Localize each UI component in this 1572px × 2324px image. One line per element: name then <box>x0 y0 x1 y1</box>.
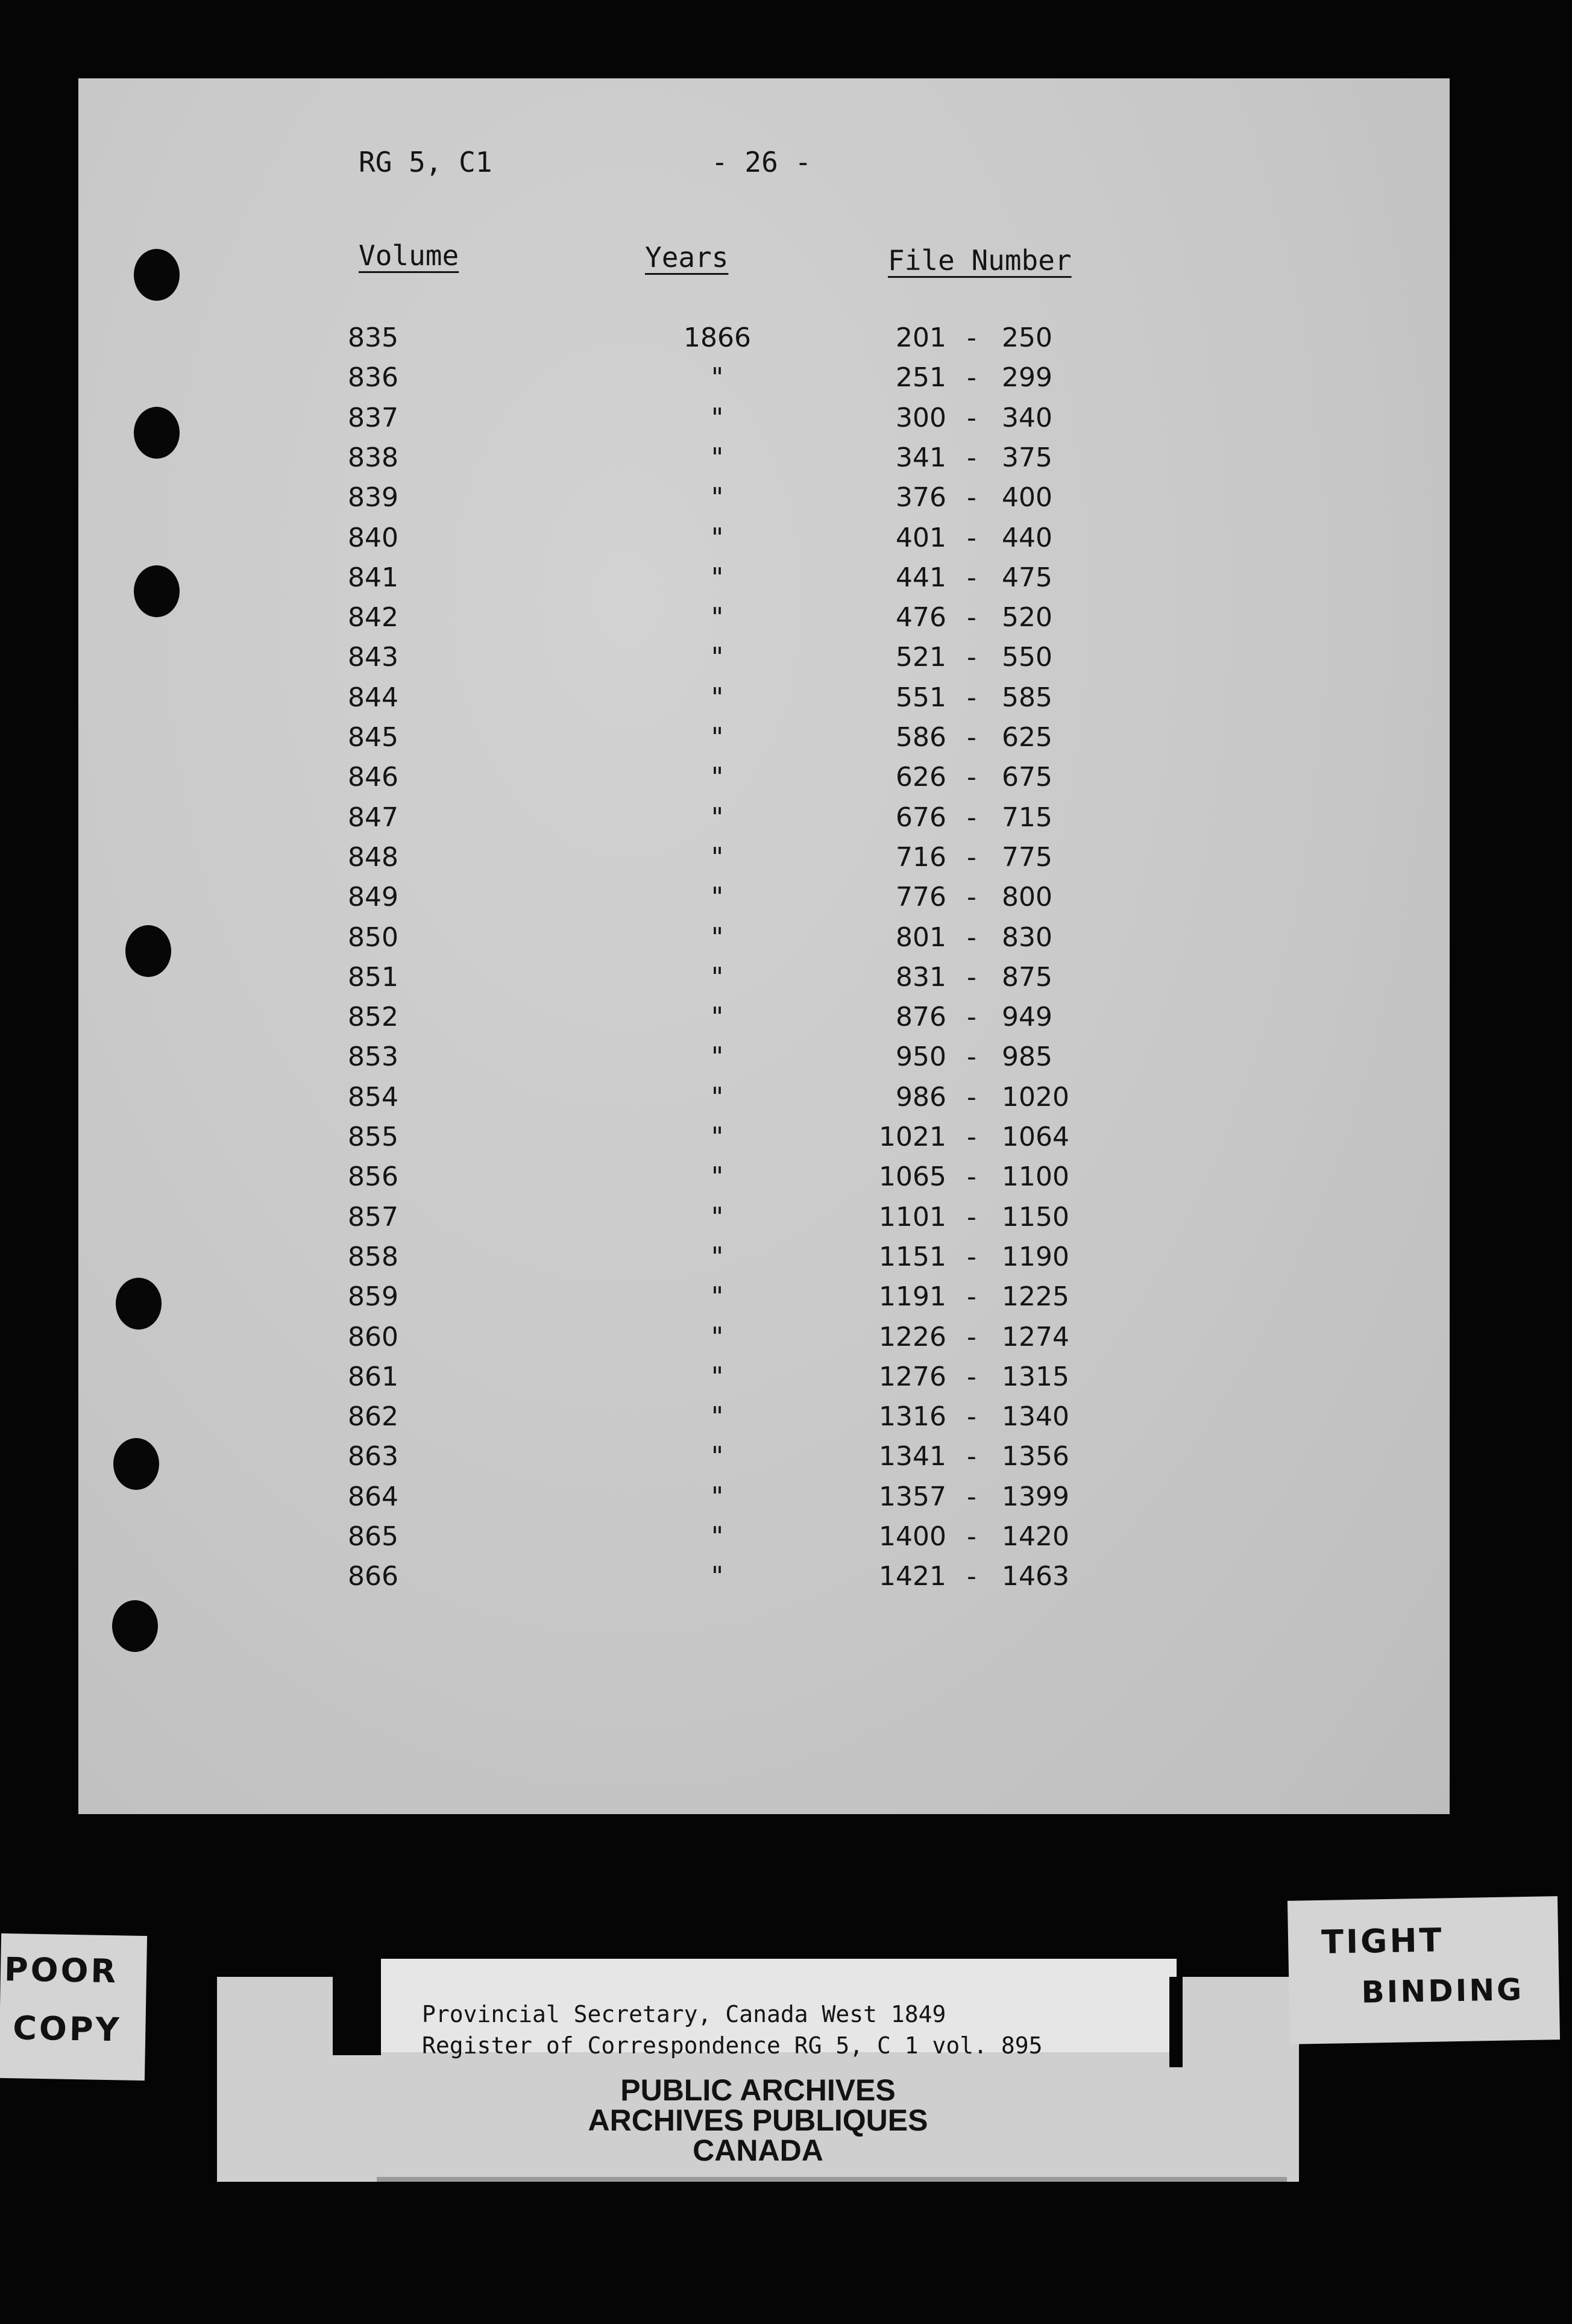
file-end-cell: 1190 <box>1002 1241 1069 1272</box>
file-end-cell: 1463 <box>1002 1561 1069 1592</box>
file-end-cell: 1020 <box>1002 1081 1069 1113</box>
range-separator: - <box>967 442 976 473</box>
file-start-cell: 1276 <box>879 1361 946 1392</box>
file-start-cell: 776 <box>896 882 946 913</box>
years-cell: " <box>711 602 724 633</box>
years-cell: " <box>711 642 724 673</box>
table-row <box>78 1161 1450 1201</box>
table-row <box>78 722 1450 762</box>
years-cell: " <box>711 1081 724 1113</box>
label-underline <box>377 2177 1287 2182</box>
file-start-cell: 986 <box>896 1081 946 1113</box>
volume-column-header: Volume <box>359 239 459 272</box>
range-separator: - <box>967 1241 976 1272</box>
file-start-cell: 1065 <box>879 1161 946 1193</box>
years-cell: " <box>711 1321 724 1352</box>
table-row <box>78 482 1450 522</box>
volume-cell: 836 <box>348 362 398 394</box>
range-separator: - <box>967 602 976 633</box>
years-cell: " <box>711 1401 724 1433</box>
archives-english: PUBLIC ARCHIVES <box>620 2073 896 2107</box>
file-end-cell: 1150 <box>1002 1201 1069 1233</box>
label-notch <box>1169 1977 1183 2067</box>
range-separator: - <box>967 1361 976 1392</box>
file-number-column-header: File Number <box>888 244 1072 277</box>
range-separator: - <box>967 1161 976 1193</box>
table-row <box>78 562 1450 602</box>
years-cell: " <box>711 1441 724 1472</box>
table-row <box>78 362 1450 402</box>
file-end-cell: 340 <box>1002 402 1052 433</box>
volume-cell: 848 <box>348 841 398 873</box>
range-separator: - <box>967 1041 976 1073</box>
range-separator: - <box>967 802 976 833</box>
table-row <box>78 882 1450 922</box>
note-text: COPY <box>12 2009 122 2049</box>
file-start-cell: 1191 <box>879 1281 946 1313</box>
years-cell: " <box>711 1481 724 1512</box>
range-separator: - <box>967 841 976 873</box>
file-start-cell: 1421 <box>879 1561 946 1592</box>
table-row <box>78 962 1450 1002</box>
table-row <box>78 523 1450 562</box>
volume-cell: 861 <box>348 1361 398 1392</box>
table-row <box>78 1242 1450 1281</box>
file-start-cell: 1151 <box>879 1241 946 1272</box>
file-start-cell: 1226 <box>879 1321 946 1352</box>
volume-cell: 855 <box>348 1122 398 1152</box>
volume-cell: 840 <box>348 522 398 553</box>
file-end-cell: 440 <box>1002 522 1052 553</box>
file-end-cell: 1274 <box>1002 1321 1069 1352</box>
table-row <box>78 602 1450 642</box>
file-end-cell: 375 <box>1002 442 1052 473</box>
file-end-cell: 675 <box>1002 762 1052 793</box>
table-row <box>78 1082 1450 1122</box>
volume-cell: 860 <box>348 1321 398 1352</box>
archives-country: CANADA <box>693 2134 823 2167</box>
years-column-header: Years <box>645 241 729 274</box>
table-row <box>78 1122 1450 1161</box>
file-end-cell: 1315 <box>1002 1361 1069 1392</box>
file-start-cell: 476 <box>896 602 946 633</box>
label-notch <box>333 1977 381 2055</box>
volume-cell: 850 <box>348 922 398 953</box>
file-end-cell: 1420 <box>1002 1521 1069 1552</box>
file-end-cell: 875 <box>1002 961 1052 993</box>
years-cell: " <box>711 682 724 713</box>
file-end-cell: 775 <box>1002 841 1052 873</box>
volume-cell: 863 <box>348 1441 398 1472</box>
years-cell: " <box>711 1161 724 1193</box>
file-end-cell: 250 <box>1002 322 1052 353</box>
file-start-cell: 626 <box>896 762 946 793</box>
file-start-cell: 441 <box>896 562 946 593</box>
label-title-line: Provincial Secretary, Canada West 1849 <box>422 2001 946 2027</box>
years-cell: " <box>711 1561 724 1592</box>
volume-cell: 847 <box>348 802 398 833</box>
range-separator: - <box>967 1521 976 1552</box>
file-end-cell: 550 <box>1002 642 1052 673</box>
years-cell: 1866 <box>684 322 751 353</box>
table-row <box>78 682 1450 722</box>
file-end-cell: 1340 <box>1002 1401 1069 1433</box>
range-separator: - <box>967 1281 976 1313</box>
file-end-cell: 400 <box>1002 482 1052 513</box>
table-row <box>78 802 1450 842</box>
file-start-cell: 876 <box>896 1002 946 1033</box>
volume-cell: 841 <box>348 562 398 593</box>
file-start-cell: 341 <box>896 442 946 473</box>
table-row <box>78 1441 1450 1481</box>
file-start-cell: 1021 <box>879 1122 946 1152</box>
file-start-cell: 950 <box>896 1041 946 1073</box>
file-end-cell: 585 <box>1002 682 1052 713</box>
file-start-cell: 586 <box>896 722 946 753</box>
punch-hole <box>134 249 180 301</box>
years-cell: " <box>711 1241 724 1272</box>
range-separator: - <box>967 722 976 753</box>
years-cell: " <box>711 1361 724 1392</box>
table-row <box>78 762 1450 802</box>
note-text: POOR <box>4 1950 119 1991</box>
file-start-cell: 551 <box>896 682 946 713</box>
file-end-cell: 985 <box>1002 1041 1052 1073</box>
volume-cell: 837 <box>348 402 398 433</box>
volume-cell: 843 <box>348 642 398 673</box>
note-text: BINDING <box>1361 1972 1524 2010</box>
file-end-cell: 1356 <box>1002 1441 1069 1472</box>
reference-code: RG 5, C1 <box>359 146 492 178</box>
volume-cell: 865 <box>348 1521 398 1552</box>
file-start-cell: 1101 <box>879 1201 946 1233</box>
volume-cell: 835 <box>348 322 398 353</box>
file-end-cell: 800 <box>1002 882 1052 913</box>
range-separator: - <box>967 762 976 793</box>
file-start-cell: 300 <box>896 402 946 433</box>
volume-cell: 844 <box>348 682 398 713</box>
volume-cell: 838 <box>348 442 398 473</box>
volume-cell: 857 <box>348 1201 398 1233</box>
range-separator: - <box>967 1481 976 1512</box>
table-row <box>78 1202 1450 1242</box>
years-cell: " <box>711 961 724 993</box>
range-separator: - <box>967 1002 976 1033</box>
volume-cell: 839 <box>348 482 398 513</box>
note-text: TIGHT <box>1321 1921 1444 1961</box>
table-row <box>78 922 1450 962</box>
range-separator: - <box>967 1201 976 1233</box>
file-end-cell: 715 <box>1002 802 1052 833</box>
table-row <box>78 1361 1450 1401</box>
years-cell: " <box>711 802 724 833</box>
range-separator: - <box>967 322 976 353</box>
range-separator: - <box>967 1561 976 1592</box>
volume-cell: 849 <box>348 882 398 913</box>
file-start-cell: 1400 <box>879 1521 946 1552</box>
range-separator: - <box>967 642 976 673</box>
years-cell: " <box>711 1122 724 1152</box>
archives-french: ARCHIVES PUBLIQUES <box>588 2103 928 2137</box>
years-cell: " <box>711 562 724 593</box>
range-separator: - <box>967 882 976 913</box>
file-start-cell: 251 <box>896 362 946 394</box>
volume-cell: 859 <box>348 1281 398 1313</box>
poor-copy-note <box>0 1933 147 2081</box>
range-separator: - <box>967 1081 976 1113</box>
file-start-cell: 801 <box>896 922 946 953</box>
table-row <box>78 1281 1450 1321</box>
range-separator: - <box>967 402 976 433</box>
file-end-cell: 520 <box>1002 602 1052 633</box>
file-end-cell: 949 <box>1002 1002 1052 1033</box>
range-separator: - <box>967 1122 976 1152</box>
volume-cell: 858 <box>348 1241 398 1272</box>
file-end-cell: 475 <box>1002 562 1052 593</box>
file-end-cell: 1225 <box>1002 1281 1069 1313</box>
table-row <box>78 1561 1450 1601</box>
years-cell: " <box>711 482 724 513</box>
years-cell: " <box>711 722 724 753</box>
file-end-cell: 625 <box>1002 722 1052 753</box>
page-number: - 26 - <box>711 146 812 178</box>
years-cell: " <box>711 522 724 553</box>
years-cell: " <box>711 882 724 913</box>
table-row <box>78 1481 1450 1521</box>
years-cell: " <box>711 762 724 793</box>
file-end-cell: 830 <box>1002 922 1052 953</box>
file-start-cell: 1316 <box>879 1401 946 1433</box>
table-row <box>78 1041 1450 1081</box>
file-start-cell: 376 <box>896 482 946 513</box>
file-start-cell: 1341 <box>879 1441 946 1472</box>
file-end-cell: 299 <box>1002 362 1052 394</box>
volume-cell: 854 <box>348 1081 398 1113</box>
table-row <box>78 842 1450 882</box>
file-start-cell: 521 <box>896 642 946 673</box>
file-end-cell: 1064 <box>1002 1122 1069 1152</box>
volume-cell: 851 <box>348 961 398 993</box>
years-cell: " <box>711 1002 724 1033</box>
volume-cell: 846 <box>348 762 398 793</box>
file-start-cell: 201 <box>896 322 946 353</box>
volume-cell: 845 <box>348 722 398 753</box>
years-cell: " <box>711 1521 724 1552</box>
table-row <box>78 322 1450 362</box>
range-separator: - <box>967 922 976 953</box>
file-end-cell: 1100 <box>1002 1161 1069 1193</box>
range-separator: - <box>967 682 976 713</box>
range-separator: - <box>967 562 976 593</box>
range-separator: - <box>967 1401 976 1433</box>
years-cell: " <box>711 841 724 873</box>
range-separator: - <box>967 362 976 394</box>
years-cell: " <box>711 402 724 433</box>
document-page <box>78 78 1450 1814</box>
table-row <box>78 403 1450 442</box>
volume-cell: 864 <box>348 1481 398 1512</box>
range-separator: - <box>967 961 976 993</box>
table-row <box>78 1521 1450 1561</box>
table-row <box>78 1002 1450 1041</box>
table-row <box>78 1322 1450 1361</box>
years-cell: " <box>711 362 724 394</box>
volume-cell: 853 <box>348 1041 398 1073</box>
table-row <box>78 442 1450 482</box>
file-start-cell: 1357 <box>879 1481 946 1512</box>
table-row <box>78 642 1450 682</box>
file-start-cell: 401 <box>896 522 946 553</box>
range-separator: - <box>967 1321 976 1352</box>
punch-hole <box>112 1600 158 1652</box>
years-cell: " <box>711 1041 724 1073</box>
file-start-cell: 716 <box>896 841 946 873</box>
range-separator: - <box>967 482 976 513</box>
years-cell: " <box>711 442 724 473</box>
table-row <box>78 1401 1450 1441</box>
volume-cell: 866 <box>348 1561 398 1592</box>
volume-cell: 856 <box>348 1161 398 1193</box>
file-start-cell: 676 <box>896 802 946 833</box>
volume-cell: 842 <box>348 602 398 633</box>
range-separator: - <box>967 522 976 553</box>
volume-cell: 852 <box>348 1002 398 1033</box>
file-end-cell: 1399 <box>1002 1481 1069 1512</box>
label-reference-line: Register of Correspondence RG 5, C 1 vol. 895 <box>422 2032 1043 2059</box>
tight-binding-note <box>1287 1896 1560 2044</box>
range-separator: - <box>967 1441 976 1472</box>
years-cell: " <box>711 922 724 953</box>
years-cell: " <box>711 1201 724 1233</box>
volume-cell: 862 <box>348 1401 398 1433</box>
file-start-cell: 831 <box>896 961 946 993</box>
years-cell: " <box>711 1281 724 1313</box>
